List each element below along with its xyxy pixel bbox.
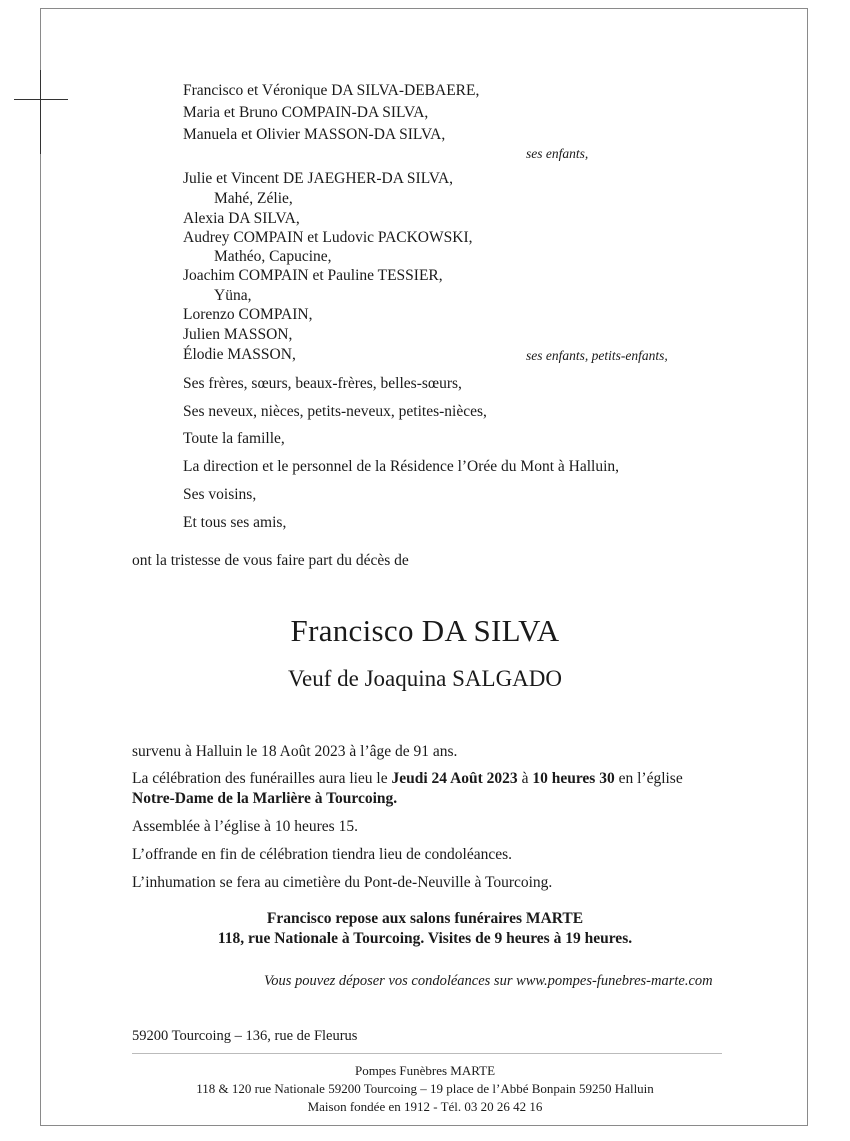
others-line: Et tous ses amis, (183, 514, 287, 531)
others-line: Ses frères, sœurs, beaux-frères, belles-sœurs, (183, 375, 462, 392)
family-line: Maria et Bruno COMPAIN-DA SILVA, (183, 104, 429, 121)
grandchild-line: Audrey COMPAIN et Ludovic PACKOWSKI, (183, 229, 473, 246)
cross-icon-bar (14, 99, 68, 100)
grandchild-line: Lorenzo COMPAIN, (183, 306, 313, 323)
footer-addresses: 118 & 120 rue Nationale 59200 Tourcoing – 19 place de l’Abbé Bonpain 59250 Halluin (196, 1081, 654, 1096)
ceremony-time: 10 heures 30 (532, 770, 615, 787)
footer-founded: Maison fondée en 1912 - Tél. 03 20 26 42 16 (307, 1099, 543, 1114)
deceased-name: Francisco DA SILVA (290, 613, 560, 648)
relation-label-children: ses enfants, (526, 146, 589, 161)
others-line: Toute la famille, (183, 430, 285, 447)
grandchild-line: Élodie MASSON, (183, 346, 296, 363)
rest-line-2: 118, rue Nationale à Tourcoing. Visites de 9 heures à 19 heures. (217, 930, 633, 947)
grandchild-line: Joachim COMPAIN et Pauline TESSIER, (183, 267, 443, 284)
family-line: Francisco et Véronique DA SILVA-DEBAERE, (183, 82, 480, 99)
footer-company: Pompes Funèbres MARTE (354, 1063, 496, 1078)
others-line: Ses voisins, (183, 486, 257, 503)
offering-text: L’offrande en fin de célébration tiendra lieu de condoléances. (132, 846, 513, 863)
family-address: 59200 Tourcoing – 136, rue de Fleurus (132, 1028, 358, 1044)
great-grandchild-line: Yüna, (214, 287, 252, 304)
ceremony-details (132, 770, 683, 788)
family-line: Manuela et Olivier MASSON-DA SILVA, (183, 126, 446, 143)
church-name: Notre-Dame de la Marlière à Tourcoing. (132, 790, 398, 807)
cross-icon (40, 70, 41, 154)
footer-divider (132, 1053, 722, 1054)
rest-line-1: Francisco repose aux salons funéraires MARTE (266, 910, 584, 927)
others-line: Ses neveux, nièces, petits-neveux, petites-nièces, (183, 403, 487, 420)
death-details: survenu à Halluin le 18 Août 2023 à l’âge de 91 ans. (132, 743, 458, 760)
grandchild-line: Alexia DA SILVA, (183, 210, 300, 227)
assembly-text: Assemblée à l’église à 10 heures 15. (132, 818, 358, 835)
grandchild-line: Julie et Vincent DE JAEGHER-DA SILVA, (183, 170, 454, 187)
deceased-subtitle: Veuf de Joaquina SALGADO (287, 666, 563, 691)
great-grandchild-line: Mathéo, Capucine, (214, 248, 332, 265)
relation-label-grandchildren: ses enfants, petits-enfants, (526, 348, 668, 363)
ceremony-text: La célébration des funérailles aura lieu le (132, 770, 392, 787)
others-line: La direction et le personnel de la Résidence l’Orée du Mont à Halluin, (183, 458, 619, 475)
ceremony-text: en l’église (614, 770, 683, 787)
grandchild-line: Julien MASSON, (183, 326, 293, 343)
ceremony-text: à (517, 770, 533, 787)
great-grandchild-line: Mahé, Zélie, (214, 190, 293, 207)
announcement-text: ont la tristesse de vous faire part du décès de (132, 552, 409, 569)
condolences-link-text: Vous pouvez déposer vos condoléances sur www.pompes-funebres-marte.com (264, 973, 713, 989)
burial-text: L’inhumation se fera au cimetière du Pont-de-Neuville à Tourcoing. (132, 874, 553, 891)
ceremony-date: Jeudi 24 Août 2023 (391, 770, 518, 787)
